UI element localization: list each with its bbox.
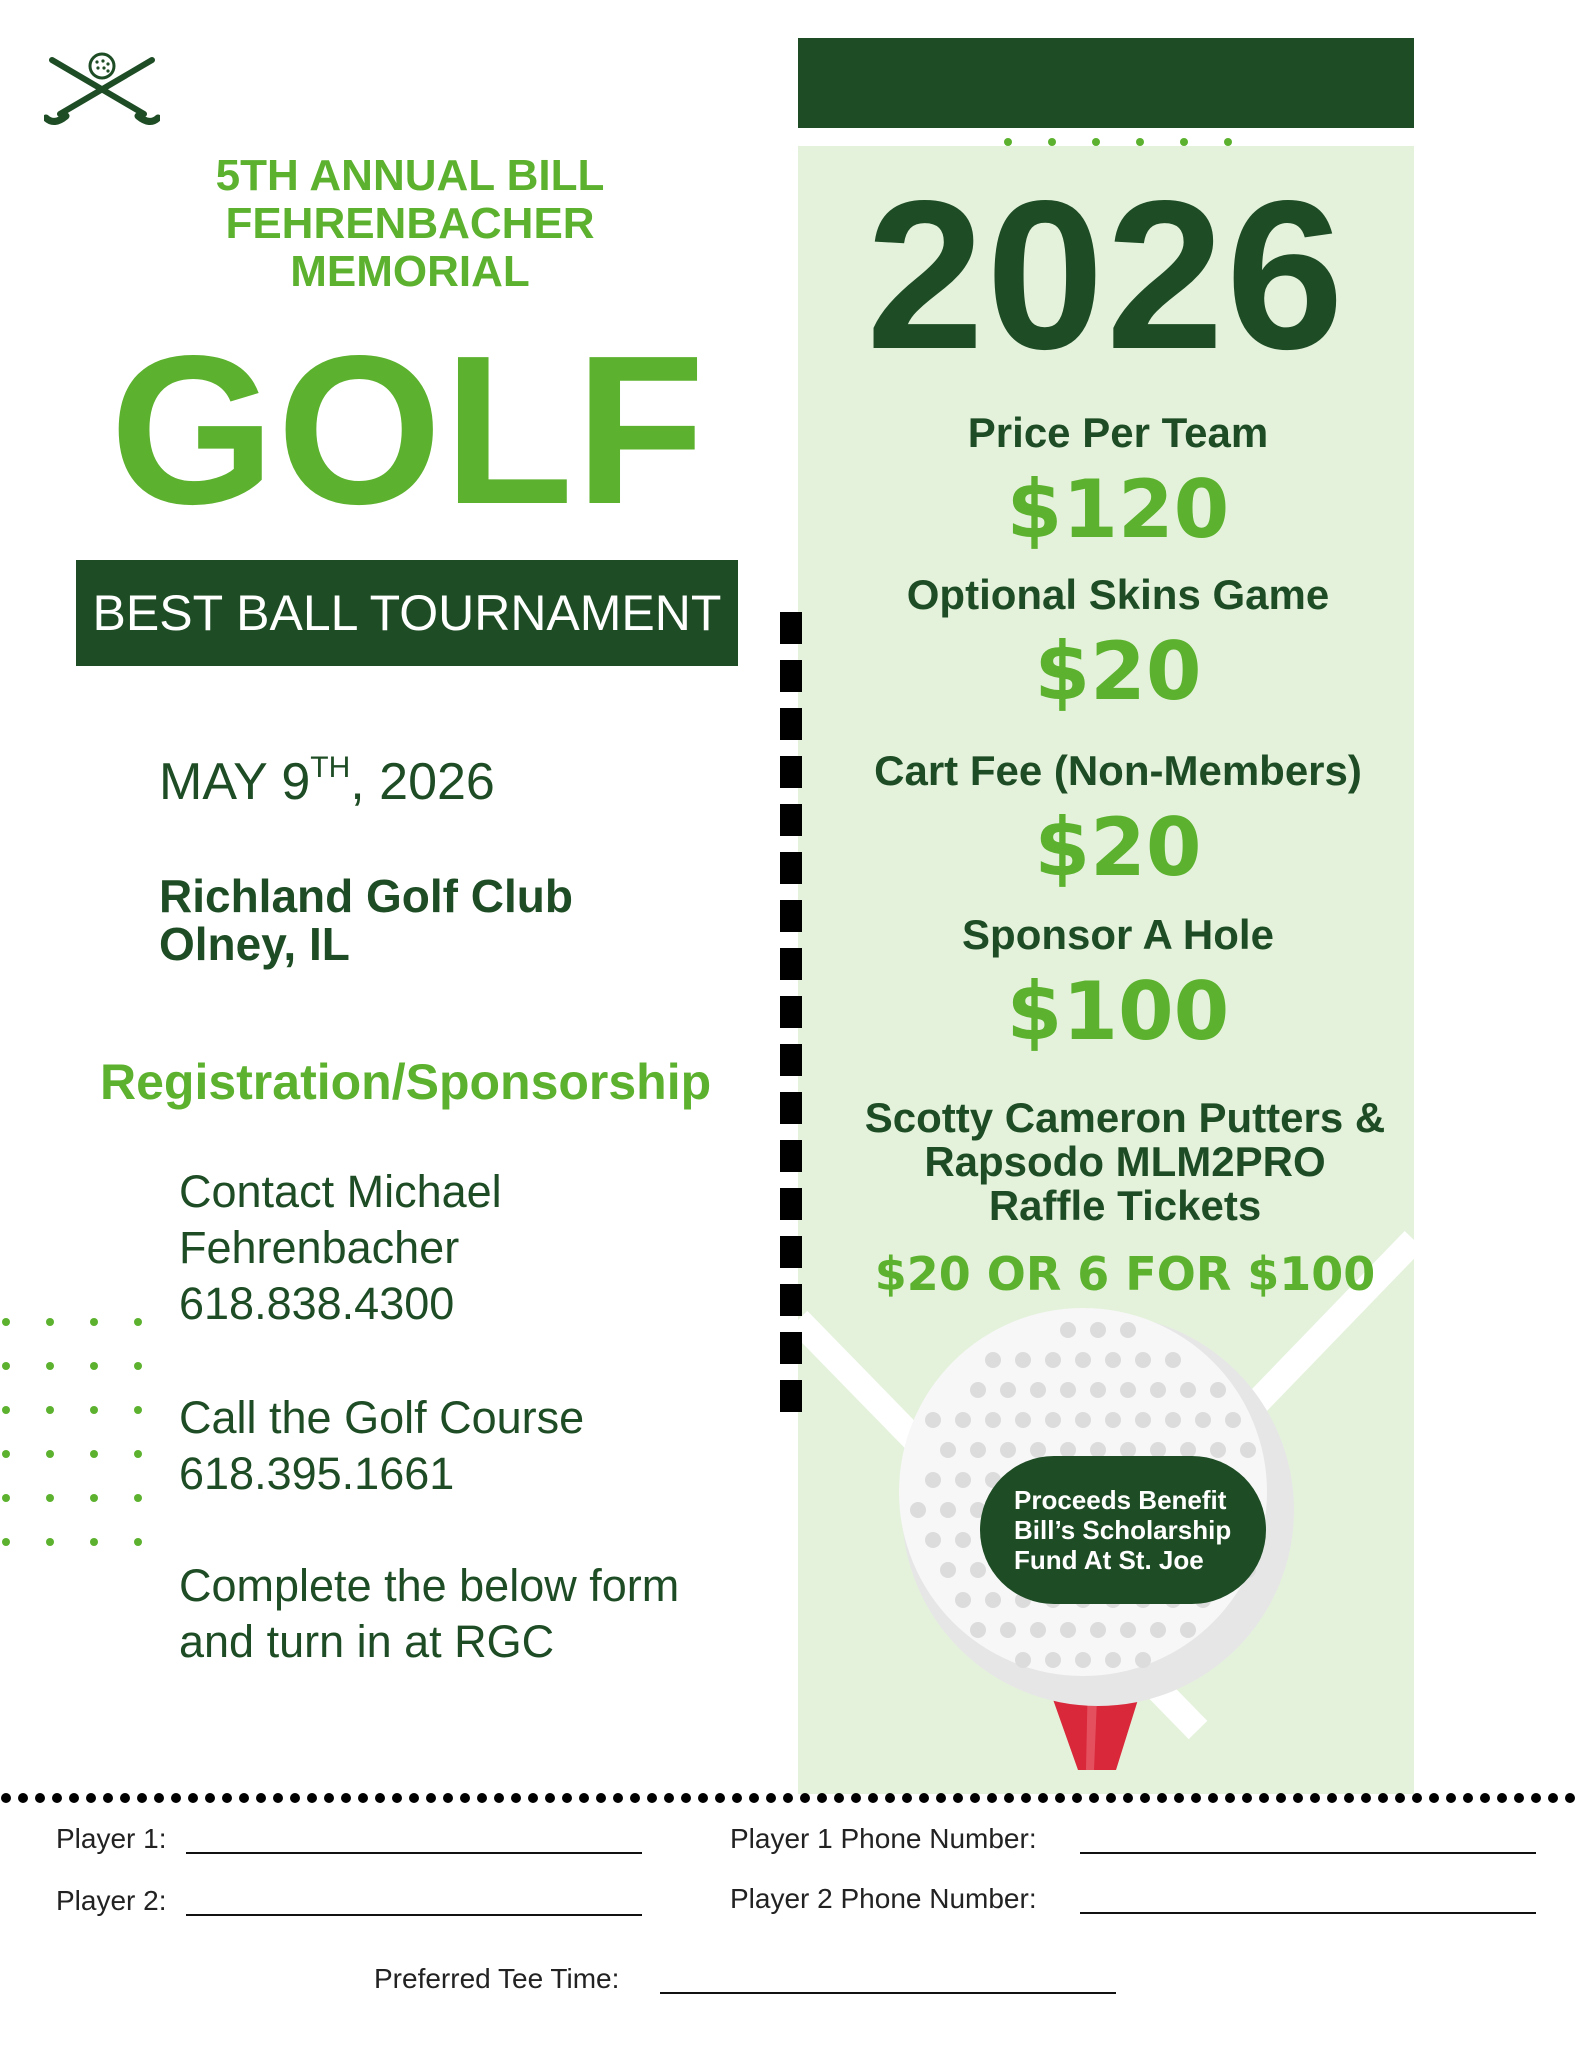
- ball-dimple: [1045, 1352, 1061, 1368]
- ball-dimple: [1015, 1412, 1031, 1428]
- cut-dot: [1548, 1793, 1558, 1803]
- cut-dot: [375, 1793, 385, 1803]
- decor-dot: [2, 1362, 10, 1370]
- player2-phone-field[interactable]: [1080, 1912, 1536, 1914]
- cut-dot: [528, 1793, 538, 1803]
- cut-dot: [290, 1793, 300, 1803]
- ball-dimple: [1030, 1622, 1046, 1638]
- cut-dot: [307, 1793, 317, 1803]
- cut-dot: [86, 1793, 96, 1803]
- cut-dot: [1327, 1793, 1337, 1803]
- cut-dot: [664, 1793, 674, 1803]
- cut-dot: [681, 1793, 691, 1803]
- decor-dot: [2, 1494, 10, 1502]
- decor-dot: [2, 1538, 10, 1546]
- course-phone: 618.395.1661: [179, 1448, 455, 1499]
- date-ordinal: TH: [310, 751, 351, 784]
- ball-dimple: [1090, 1622, 1106, 1638]
- tee-time-field[interactable]: [660, 1992, 1116, 1994]
- cut-dot: [1055, 1793, 1065, 1803]
- decor-dot: [134, 1538, 142, 1546]
- ball-dimple: [1105, 1652, 1121, 1668]
- cut-dot: [732, 1793, 742, 1803]
- ball-dimple: [1030, 1442, 1046, 1458]
- cut-dot: [1514, 1793, 1524, 1803]
- cut-dot: [1191, 1793, 1201, 1803]
- cut-dot: [1344, 1793, 1354, 1803]
- ball-dimple: [1240, 1442, 1256, 1458]
- cut-dot: [1225, 1793, 1235, 1803]
- cut-dot: [222, 1793, 232, 1803]
- cut-dot: [647, 1793, 657, 1803]
- ball-dimple: [1090, 1322, 1106, 1338]
- price-value: $120: [1006, 463, 1230, 556]
- decor-dot: [46, 1362, 54, 1370]
- decor-dot: [90, 1318, 98, 1326]
- tee-time-label: Preferred Tee Time:: [374, 1963, 620, 1994]
- cut-dot: [392, 1793, 402, 1803]
- cut-dot: [443, 1793, 453, 1803]
- decor-dot: [134, 1450, 142, 1458]
- ball-dimple: [1000, 1622, 1016, 1638]
- player2-label: Player 2:: [56, 1885, 167, 1916]
- ball-dimple: [1180, 1382, 1196, 1398]
- cut-dot: [1259, 1793, 1269, 1803]
- ball-dimple: [955, 1412, 971, 1428]
- player1-label: Player 1:: [56, 1823, 167, 1854]
- decor-dot: [1136, 138, 1144, 146]
- ball-dimple: [925, 1412, 941, 1428]
- price-value: $20: [1034, 801, 1202, 894]
- cut-dot: [800, 1793, 810, 1803]
- ball-dimple: [955, 1472, 971, 1488]
- ball-dimple: [1210, 1382, 1226, 1398]
- ball-dimple: [1075, 1652, 1091, 1668]
- decor-dot: [134, 1494, 142, 1502]
- ball-dimple: [1075, 1412, 1091, 1428]
- raffle-line: Raffle Tickets: [988, 1182, 1262, 1229]
- ball-dimple: [1165, 1412, 1181, 1428]
- cut-dot: [341, 1793, 351, 1803]
- cut-dot: [18, 1793, 28, 1803]
- cut-dot: [1140, 1793, 1150, 1803]
- decor-dot: [1092, 138, 1100, 146]
- cut-dot: [1429, 1793, 1439, 1803]
- cut-dot: [511, 1793, 521, 1803]
- cut-dot: [613, 1793, 623, 1803]
- ball-dimple: [1135, 1352, 1151, 1368]
- price-label: Sponsor A Hole: [962, 911, 1274, 958]
- ball-dimple: [1195, 1412, 1211, 1428]
- instructions-line: Complete the below form: [179, 1560, 680, 1611]
- ball-dimple: [1015, 1652, 1031, 1668]
- cut-dot: [154, 1793, 164, 1803]
- cut-dot: [936, 1793, 946, 1803]
- cut-dot: [783, 1793, 793, 1803]
- cut-dot: [715, 1793, 725, 1803]
- cut-dot: [409, 1793, 419, 1803]
- cut-dot: [494, 1793, 504, 1803]
- decor-dot: [2, 1318, 10, 1326]
- cut-dot: [273, 1793, 283, 1803]
- decor-dot: [46, 1406, 54, 1414]
- cut-dot: [562, 1793, 572, 1803]
- proceeds-line: Proceeds Benefit: [1014, 1485, 1227, 1515]
- decor-dot: [90, 1494, 98, 1502]
- cut-dot: [953, 1793, 963, 1803]
- cut-dot: [188, 1793, 198, 1803]
- ball-dimple: [925, 1532, 941, 1548]
- ball-dimple: [940, 1442, 956, 1458]
- date-prefix: MAY 9: [159, 753, 311, 811]
- price-label: Cart Fee (Non-Members): [874, 747, 1362, 794]
- cut-dot: [1446, 1793, 1456, 1803]
- ball-dimple: [910, 1502, 926, 1518]
- decor-dot: [2, 1450, 10, 1458]
- cut-dot: [103, 1793, 113, 1803]
- cut-dot: [766, 1793, 776, 1803]
- cut-dot: [902, 1793, 912, 1803]
- cut-dot: [834, 1793, 844, 1803]
- cut-dot: [1310, 1793, 1320, 1803]
- dot-pattern-left: [0, 1310, 150, 1560]
- event-name-line: 5TH ANNUAL BILL: [215, 151, 605, 200]
- cut-dot: [358, 1793, 368, 1803]
- price-label: Price Per Team: [967, 409, 1269, 456]
- cut-dot: [1157, 1793, 1167, 1803]
- cut-dot: [1395, 1793, 1405, 1803]
- cut-dot: [851, 1793, 861, 1803]
- raffle-line: Rapsodo MLM2PRO: [924, 1138, 1326, 1185]
- cut-dot: [1276, 1793, 1286, 1803]
- ball-dimple: [1060, 1622, 1076, 1638]
- cut-dot: [970, 1793, 980, 1803]
- ball-dimple: [955, 1532, 971, 1548]
- decor-dot: [46, 1450, 54, 1458]
- event-name-line: MEMORIAL: [290, 247, 530, 296]
- decor-dot: [134, 1318, 142, 1326]
- cut-dot: [885, 1793, 895, 1803]
- crossed-clubs-icon: [44, 52, 160, 128]
- ball-dimple: [970, 1382, 986, 1398]
- ball-dimple: [1075, 1352, 1091, 1368]
- venue-name: Richland Golf Club: [159, 870, 573, 922]
- ball-dimple: [1045, 1412, 1061, 1428]
- decor-dot: [134, 1406, 142, 1414]
- course-call-block: [179, 1390, 584, 1502]
- ball-dimple: [1135, 1652, 1151, 1668]
- ball-dimple: [985, 1412, 1001, 1428]
- cut-dot: [868, 1793, 878, 1803]
- contact-block: [179, 1164, 502, 1332]
- decor-dot: [90, 1450, 98, 1458]
- ball-dimple: [970, 1442, 986, 1458]
- ball-dimple: [1135, 1412, 1151, 1428]
- decor-dot: [46, 1538, 54, 1546]
- ball-dimple: [970, 1622, 986, 1638]
- contact-phone: 618.838.4300: [179, 1278, 455, 1329]
- player1-phone-label: Player 1 Phone Number:: [730, 1823, 1037, 1854]
- cut-dot: [1, 1793, 11, 1803]
- decor-dot: [46, 1318, 54, 1326]
- cut-dot: [1021, 1793, 1031, 1803]
- decor-dot: [90, 1406, 98, 1414]
- cut-dot: [1242, 1793, 1252, 1803]
- ball-dimple: [955, 1592, 971, 1608]
- cut-dot: [1174, 1793, 1184, 1803]
- cut-dot: [137, 1793, 147, 1803]
- ball-dimple: [985, 1352, 1001, 1368]
- cut-dot: [1361, 1793, 1371, 1803]
- cut-dot: [1412, 1793, 1422, 1803]
- venue-city: Olney, IL: [159, 918, 350, 970]
- ball-dimple: [1060, 1322, 1076, 1338]
- proceeds-badge: [980, 1456, 1266, 1604]
- decor-dot: [90, 1362, 98, 1370]
- decor-dot: [90, 1538, 98, 1546]
- ball-dimple: [1045, 1652, 1061, 1668]
- cut-dot: [987, 1793, 997, 1803]
- player1-field[interactable]: [186, 1852, 642, 1854]
- decor-dot: [2, 1406, 10, 1414]
- cut-dot: [1089, 1793, 1099, 1803]
- ball-dimple: [940, 1502, 956, 1518]
- cut-dot: [749, 1793, 759, 1803]
- player2-phone-label: Player 2 Phone Number:: [730, 1883, 1037, 1914]
- event-name-line: FEHRENBACHER: [225, 199, 595, 248]
- cut-dot: [120, 1793, 130, 1803]
- ball-dimple: [1105, 1412, 1121, 1428]
- venue: [159, 872, 573, 968]
- ticket-header-bar: [798, 38, 1414, 128]
- price-value: $20: [1034, 625, 1202, 718]
- cut-dot: [205, 1793, 215, 1803]
- perforation-mark: [780, 1380, 802, 1412]
- golf-title: GOLF: [110, 311, 707, 548]
- ball-dimple: [940, 1562, 956, 1578]
- cut-dot: [1004, 1793, 1014, 1803]
- ball-dimple: [970, 1562, 986, 1578]
- ball-dimple: [1090, 1382, 1106, 1398]
- perforation-mark: [780, 1332, 802, 1364]
- cut-dot: [698, 1793, 708, 1803]
- cut-dot: [545, 1793, 555, 1803]
- ball-dimple: [1060, 1382, 1076, 1398]
- cut-dot: [69, 1793, 79, 1803]
- cut-dot: [1293, 1793, 1303, 1803]
- year-title: 2026: [866, 156, 1346, 393]
- raffle-line: Scotty Cameron Putters &: [864, 1094, 1386, 1141]
- price-label: Optional Skins Game: [906, 571, 1330, 618]
- cut-dot: [1565, 1793, 1575, 1803]
- ball-dimple: [1030, 1382, 1046, 1398]
- decor-dot: [1004, 138, 1012, 146]
- ball-dimple: [1150, 1622, 1166, 1638]
- cut-dot: [256, 1793, 266, 1803]
- cut-dot: [1123, 1793, 1133, 1803]
- decor-dot: [1180, 138, 1188, 146]
- cut-dot: [1106, 1793, 1116, 1803]
- contact-line: Contact Michael: [179, 1166, 502, 1217]
- date-suffix: , 2026: [350, 753, 495, 811]
- proceeds-line: Bill’s Scholarship: [1014, 1515, 1232, 1545]
- decor-dot: [134, 1362, 142, 1370]
- cut-dot: [460, 1793, 470, 1803]
- decor-dot: [1224, 138, 1232, 146]
- price-value: $100: [1006, 965, 1230, 1058]
- form-instructions: [179, 1558, 679, 1670]
- cut-dot: [630, 1793, 640, 1803]
- tournament-format-banner: BEST BALL TOURNAMENT: [76, 560, 738, 666]
- ball-dimple: [1225, 1412, 1241, 1428]
- cut-dot: [1480, 1793, 1490, 1803]
- cut-dot: [426, 1793, 436, 1803]
- event-name: [110, 152, 710, 296]
- raffle-price: $20 OR 6 FOR $100: [874, 1247, 1376, 1301]
- cut-dot: [477, 1793, 487, 1803]
- instructions-line: and turn in at RGC: [179, 1616, 555, 1667]
- ball-dimple: [985, 1592, 1001, 1608]
- cut-dot: [1463, 1793, 1473, 1803]
- ball-dimple: [1120, 1322, 1136, 1338]
- ball-dimple: [1120, 1622, 1136, 1638]
- ball-dimple: [1000, 1382, 1016, 1398]
- call-line: Call the Golf Course: [179, 1392, 585, 1443]
- cut-dot: [52, 1793, 62, 1803]
- ball-dimple: [1150, 1382, 1166, 1398]
- ball-dimple: [1015, 1352, 1031, 1368]
- ball-dimple: [1210, 1442, 1226, 1458]
- decor-dot: [46, 1494, 54, 1502]
- proceeds-line: Fund At St. Joe: [1014, 1545, 1204, 1575]
- cut-dot: [579, 1793, 589, 1803]
- cut-dot: [1038, 1793, 1048, 1803]
- cut-dot: [596, 1793, 606, 1803]
- cut-dot: [1208, 1793, 1218, 1803]
- cut-dot: [1497, 1793, 1507, 1803]
- registration-heading: Registration/Sponsorship: [100, 1054, 712, 1110]
- raffle-description: [798, 1096, 1452, 1228]
- cut-dot: [1378, 1793, 1388, 1803]
- cut-dot: [239, 1793, 249, 1803]
- cut-dot: [1531, 1793, 1541, 1803]
- cut-line: [0, 1790, 1583, 1806]
- cut-dot: [35, 1793, 45, 1803]
- cut-dot: [1072, 1793, 1082, 1803]
- decor-dot: [1048, 138, 1056, 146]
- ball-dimple: [1120, 1382, 1136, 1398]
- ball-dimple: [1180, 1622, 1196, 1638]
- cut-dot: [324, 1793, 334, 1803]
- ball-dimple: [1165, 1352, 1181, 1368]
- cut-dot: [171, 1793, 181, 1803]
- event-date: [159, 752, 495, 812]
- player2-field[interactable]: [186, 1914, 642, 1916]
- ball-dimple: [925, 1472, 941, 1488]
- cut-dot: [817, 1793, 827, 1803]
- ball-dimple: [1000, 1442, 1016, 1458]
- contact-line: Fehrenbacher: [179, 1222, 460, 1273]
- ball-dimple: [1105, 1352, 1121, 1368]
- player1-phone-field[interactable]: [1080, 1852, 1536, 1854]
- cut-dot: [919, 1793, 929, 1803]
